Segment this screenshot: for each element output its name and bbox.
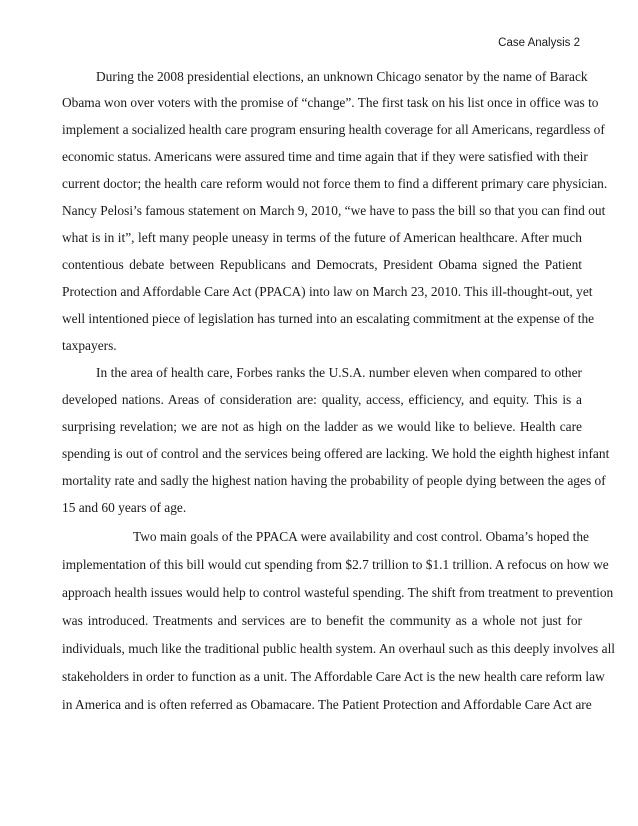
text-line: economic status. Americans were assured time and time again that if they were satisfied with their <box>62 149 588 164</box>
text-line: spending is out of control and the services being offered are lacking. We hold the eighth highest infant <box>62 446 610 461</box>
text-line: surprising revelation; we are not as high on the ladder as we would like to believe. Health care <box>62 419 582 434</box>
text-line: contentious debate between Republicans and Democrats, President Obama signed the Patient <box>62 257 582 272</box>
text-line: During the 2008 presidential elections, an unknown Chicago senator by the name of Barack <box>96 69 588 84</box>
text-line: approach health issues would help to control wasteful spending. The shift from treatment to prevention <box>62 585 614 600</box>
running-header: Case Analysis 2 <box>498 37 580 49</box>
text-line: individuals, much like the traditional public health system. An overhaul such as this deeply involves all <box>62 641 616 656</box>
text-line: well intentioned piece of legislation has turned into an escalating commitment at the expense of the <box>62 311 595 326</box>
text-line: mortality rate and sadly the highest nation having the probability of people dying between the ages of <box>62 473 606 488</box>
text-line: stakeholders in order to function as a unit. The Affordable Care Act is the new health care reform law <box>62 669 605 684</box>
text-line: Two main goals of the PPACA were availability and cost control. Obama’s hoped the <box>133 529 589 544</box>
text-line: implementation of this bill would cut spending from $2.7 trillion to $1.1 trillion. A refocus on how we <box>62 557 609 572</box>
text-line: what is in it”, left many people uneasy in terms of the future of American healthcare. After much <box>62 230 582 245</box>
text-line: developed nations. Areas of consideration are: quality, access, efficiency, and equity. This is a <box>62 392 582 407</box>
text-line: in America and is often referred as Obamacare. The Patient Protection and Affordable Care Act are <box>62 697 592 712</box>
text-line: 15 and 60 years of age. <box>62 500 187 515</box>
text-line: Nancy Pelosi’s famous statement on March 9, 2010, “we have to pass the bill so that you can find out <box>62 203 606 218</box>
text-line: was introduced. Treatments and services are to benefit the community as a whole not just for <box>62 613 582 628</box>
text-line: Protection and Affordable Care Act (PPACA) into law on March 23, 2010. This ill-thought-out, yet <box>62 284 593 299</box>
text-line: In the area of health care, Forbes ranks the U.S.A. number eleven when compared to other <box>96 365 582 380</box>
text-line: current doctor; the health care reform would not force them to find a different primary care physician. <box>62 176 608 191</box>
text-line: Obama won over voters with the promise of “change”. The first task on his list once in office was to <box>62 95 599 110</box>
text-line: implement a socialized health care program ensuring health coverage for all Americans, regardless of <box>62 122 605 137</box>
text-line: taxpayers. <box>62 338 117 353</box>
